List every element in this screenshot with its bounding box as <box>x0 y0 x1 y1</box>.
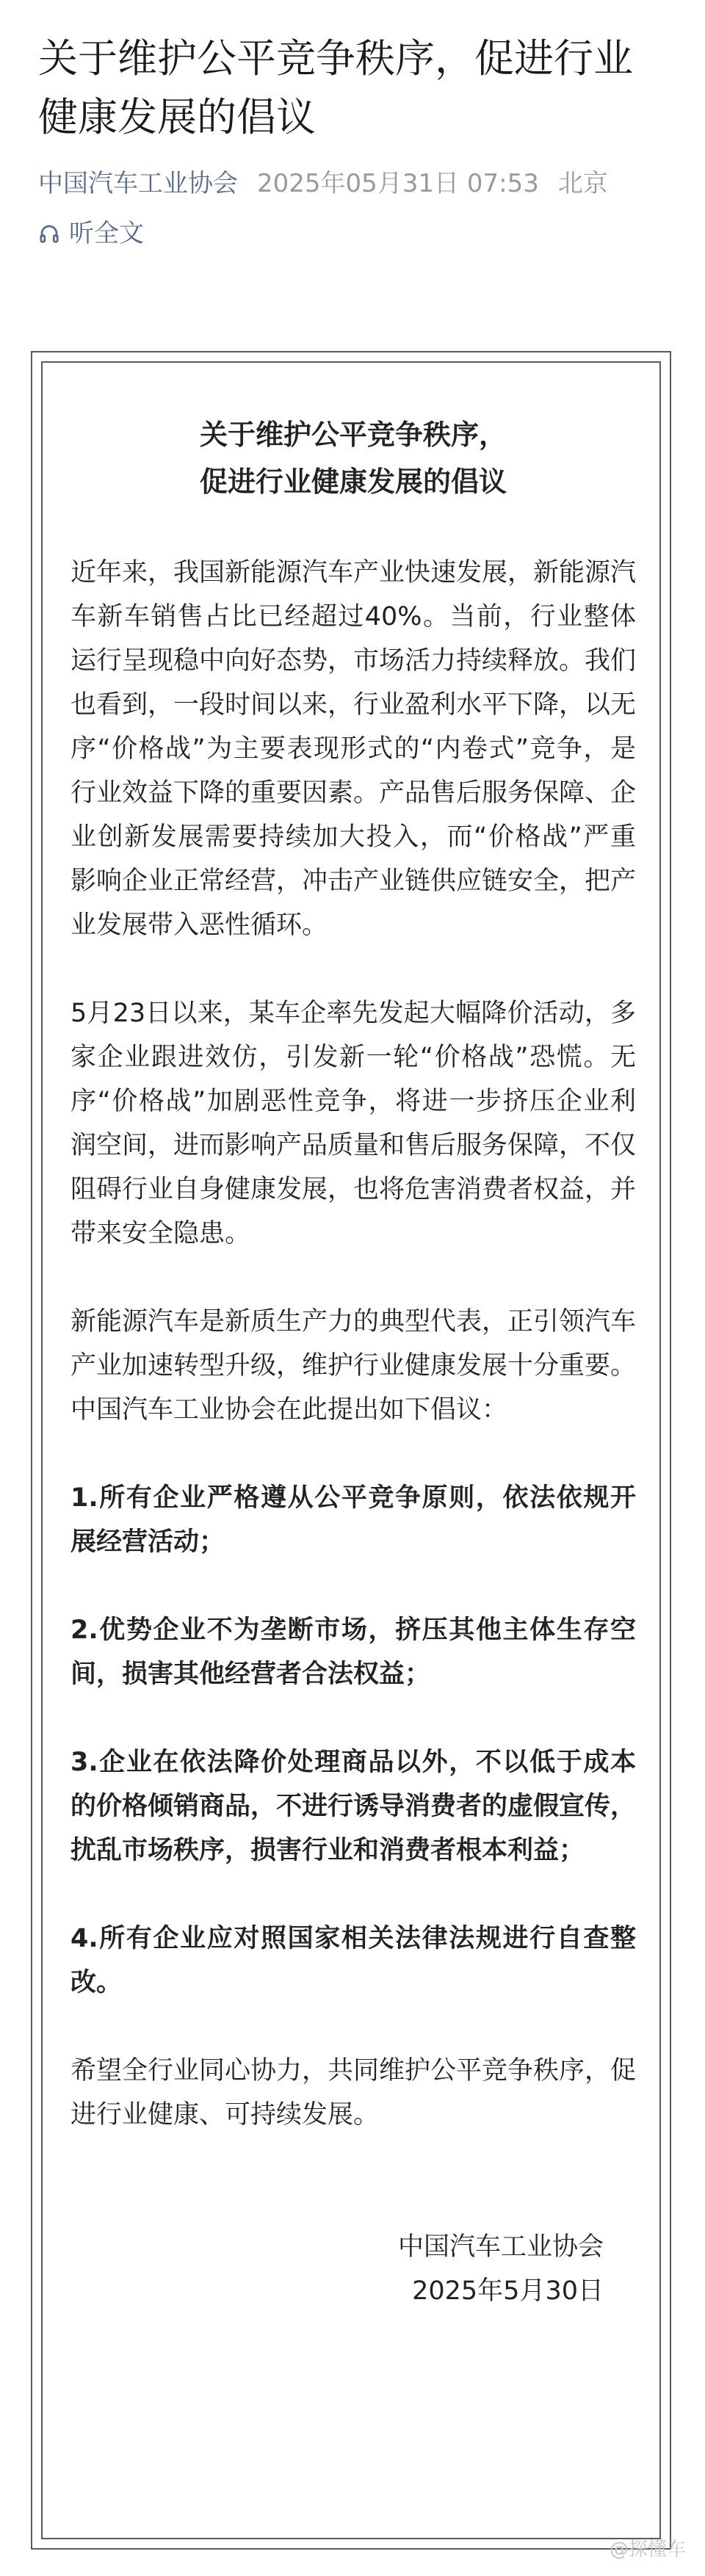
signature-block <box>70 2225 636 2313</box>
publish-datetime: 2025年05月31日 07:53 <box>257 169 539 198</box>
initiative-item-4: 4.所有企业应对照国家相关法律法规进行自查整改。 <box>70 1924 636 1997</box>
document-title-line-1: 关于维护公平竞争秩序， <box>199 419 507 451</box>
publish-location: 北京 <box>557 169 608 198</box>
listen-full-button[interactable] <box>38 217 144 250</box>
listen-full-label: 听全文 <box>69 219 144 248</box>
initiative-item-3: 3.企业在依法降价处理商品以外，不以低于成本的价格倾销商品，不进行诱导消费者的虚假宣传，扰乱市场秩序，损害行业和消费者根本利益； <box>70 1748 637 1865</box>
paragraph-price-war: 5月23日以来，某车企率先发起大幅降价活动，多家企业跟进效仿，引发新一轮“价格战”恐慌。无序“价格战”加剧恶性竞争，将进一步挤压企业利润空间，进而影响产品质量和售后服务保障，不仅阻碍行业自身健康发展，也将危害消费者权益，并带来安全隐患。 <box>70 999 637 1248</box>
initiative-item-1: 1.所有企业严格遵从公平竞争原则，依法依规开展经营活动； <box>70 1483 636 1557</box>
document-body <box>70 411 636 2313</box>
article-title: 关于维护公平竞争秩序，促进行业健康发展的倡议 <box>38 35 633 140</box>
document-title <box>70 411 636 505</box>
document-title-line-2: 促进行业健康发展的倡议 <box>199 466 507 498</box>
signature-org: 中国汽车工业协会 <box>397 2232 604 2262</box>
paragraph-closing: 希望全行业同心协力，共同维护公平竞争秩序，促进行业健康、可持续发展。 <box>70 2056 637 2130</box>
paragraph-initiative-intro: 新能源汽车是新质生产力的典型代表，正引领汽车产业加速转型升级，维护行业健康发展十分重要。中国汽车工业协会在此提出如下倡议： <box>70 1307 637 1425</box>
author-link[interactable]: 中国汽车工业协会 <box>38 169 238 198</box>
paragraph-background: 近年来，我国新能源汽车产业快速发展，新能源汽车新车销售占比已经超过40%。当前，行业整体运行呈现稳中向好态势，市场活力持续释放。我们也看到，一段时间以来，行业盈利水平下降，以无序“价格战”为主要表现形式的“内卷式”竞争，是行业效益下降的重要因素。产品售后服务保障、企业创新发展需要持续加大投入，而“价格战”严重影响企业正常经营，冲击产业链供应链安全，把产业发展带入恶性循环。 <box>70 558 637 940</box>
signature-date: 2025年5月30日 <box>412 2276 604 2306</box>
article-meta <box>38 166 608 201</box>
watermark: @探懂车 <box>609 2539 686 2561</box>
initiative-item-2: 2.优势企业不为垄断市场，挤压其他主体生存空间，损害其他经营者合法权益； <box>70 1616 636 1689</box>
headphones-icon <box>38 222 60 245</box>
